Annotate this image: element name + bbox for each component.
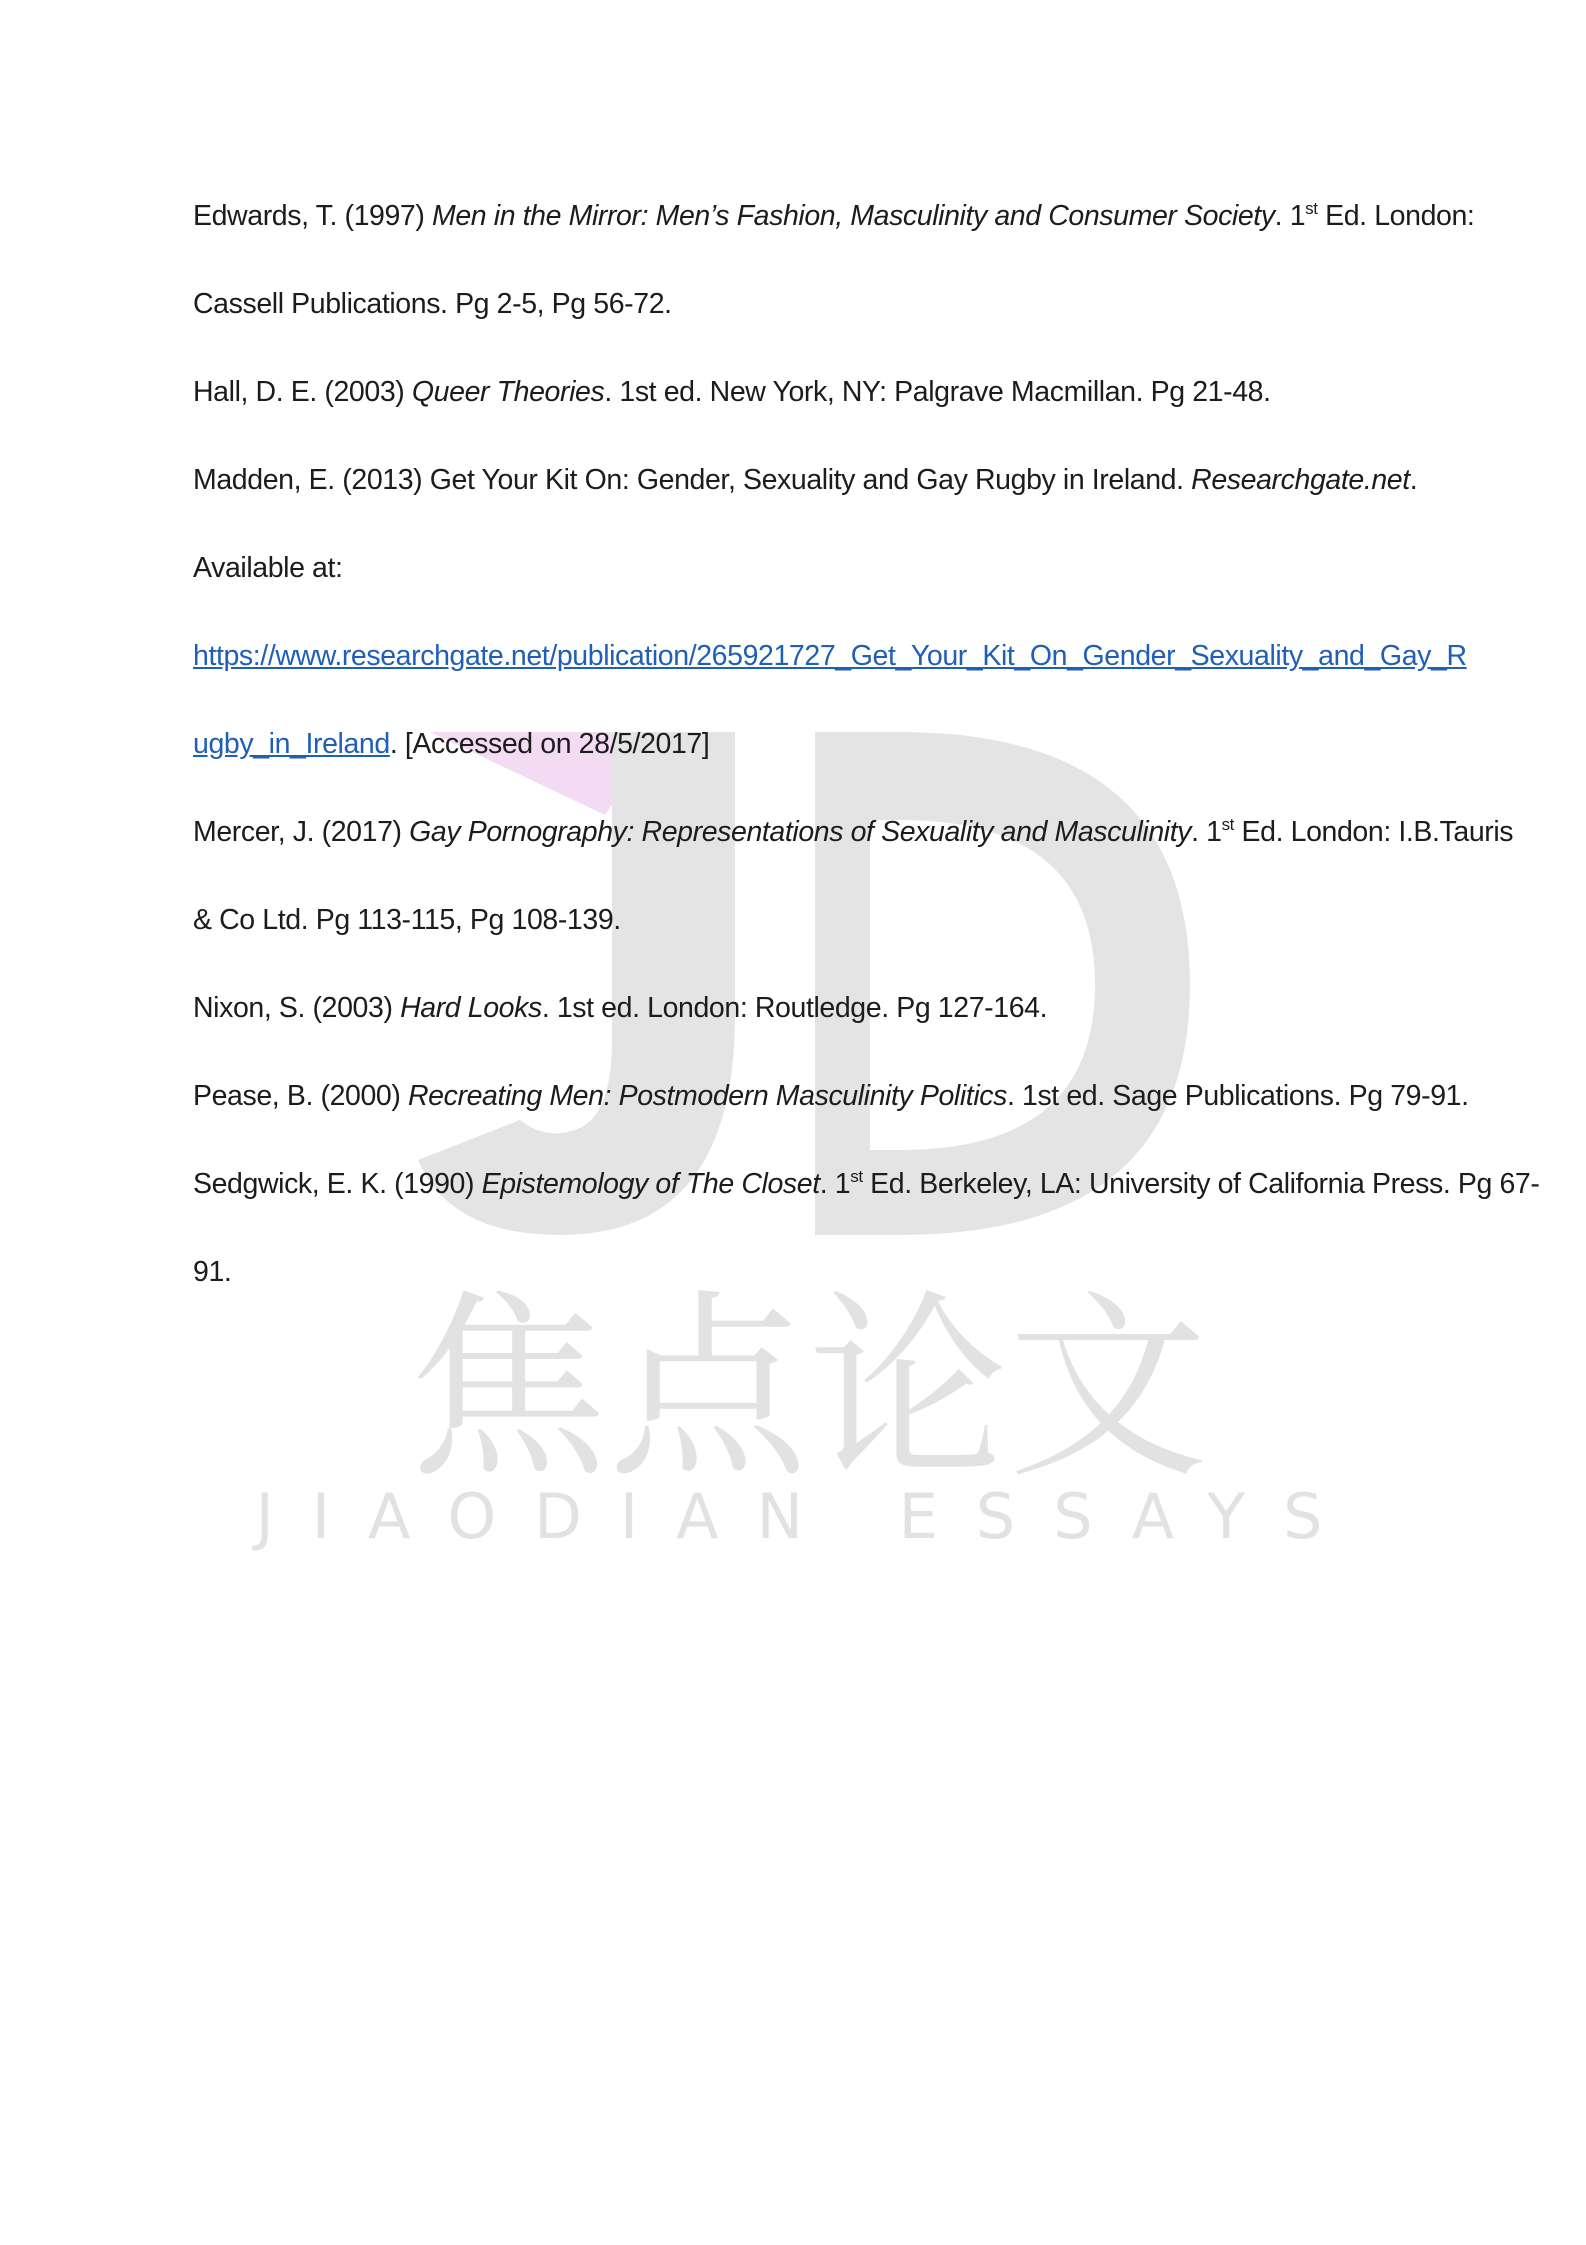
reference-text: Ed. London: bbox=[1317, 200, 1475, 232]
reference-line bbox=[193, 1068, 1469, 1134]
reference-author: Mercer, J. (2017) bbox=[193, 816, 410, 848]
reference-text: . bbox=[1409, 464, 1418, 496]
reference-text: . 1st ed. New York, NY: Palgrave Macmillan. Pg 21-48. bbox=[604, 376, 1271, 408]
reference-title: Epistemology of The Closet bbox=[481, 1168, 820, 1200]
reference-url-link-continued[interactable]: ugby_in_Ireland bbox=[193, 728, 390, 760]
reference-author: Nixon, S. (2003) bbox=[193, 992, 401, 1024]
reference-author: Edwards, T. (1997) bbox=[193, 200, 432, 232]
reference-text: . 1 bbox=[819, 1168, 851, 1200]
reference-line bbox=[193, 804, 1514, 892]
reference-author: Hall, D. E. (2003) bbox=[193, 376, 412, 408]
reference-text: Ed. London: I.B.Tauris bbox=[1234, 816, 1514, 848]
reference-line bbox=[193, 1156, 1540, 1244]
reference-author: Sedgwick, E. K. (1990) bbox=[193, 1168, 482, 1200]
accessed-date: . [Accessed on 28/5/2017] bbox=[389, 728, 710, 760]
reference-line bbox=[193, 628, 1467, 716]
reference-text: . 1 bbox=[1191, 816, 1222, 848]
reference-nixon bbox=[193, 980, 1403, 1046]
reference-madden bbox=[193, 452, 1467, 782]
reference-line bbox=[193, 716, 1403, 782]
reference-title: Men in the Mirror: Men’s Fashion, Masculinity and Consumer Society bbox=[432, 200, 1275, 232]
reference-title: Hard Looks bbox=[400, 992, 542, 1024]
reference-author: Pease, B. (2000) bbox=[193, 1080, 408, 1112]
reference-line bbox=[193, 364, 1403, 430]
watermark-chinese: 焦点论文 bbox=[407, 1273, 1209, 1506]
reference-line bbox=[193, 892, 1403, 958]
reference-text: . 1st ed. London: Routledge. Pg 127-164. bbox=[541, 992, 1048, 1024]
reference-title: Recreating Men: Postmodern Masculinity Politics bbox=[408, 1080, 1007, 1112]
reference-text: . 1st ed. Sage Publications. Pg 79-91. bbox=[1006, 1080, 1469, 1112]
reference-edwards bbox=[193, 188, 1475, 342]
reference-text: 91. bbox=[193, 1256, 232, 1288]
available-at-label: Available at: bbox=[193, 552, 343, 584]
reference-line bbox=[193, 188, 1475, 276]
reference-url-link[interactable]: https://www.researchgate.net/publication/265921727_Get_Your_Kit_On_Gender_Sexuality_and_Gay_R bbox=[193, 640, 1467, 672]
reference-title: Gay Pornography: Representations of Sexuality and Masculinity bbox=[409, 816, 1192, 848]
watermark-latin: JIAODIAN ESSAYS bbox=[255, 1480, 1361, 1553]
reference-pease bbox=[193, 1068, 1469, 1134]
reference-list bbox=[193, 188, 1540, 1332]
reference-line bbox=[193, 1244, 1403, 1310]
reference-line bbox=[193, 540, 1403, 628]
reference-mercer bbox=[193, 804, 1514, 958]
reference-sedgwick bbox=[193, 1156, 1540, 1310]
reference-text: & Co Ltd. Pg 113-115, Pg 108-139. bbox=[193, 904, 621, 936]
ordinal-suffix: st bbox=[850, 1167, 863, 1186]
reference-text: . 1 bbox=[1274, 200, 1306, 232]
reference-line bbox=[193, 980, 1403, 1046]
ordinal-suffix: st bbox=[1221, 815, 1235, 834]
reference-line bbox=[193, 452, 1418, 540]
reference-line bbox=[193, 276, 1403, 342]
reference-text: Ed. Berkeley, LA: University of California Press. Pg 67- bbox=[862, 1168, 1540, 1200]
reference-title: Queer Theories bbox=[411, 376, 605, 408]
ordinal-suffix: st bbox=[1305, 199, 1318, 218]
reference-author: Madden, E. (2013) Get Your Kit On: Gender, Sexuality and Gay Rugby in Ireland. bbox=[193, 464, 1192, 496]
reference-text: Cassell Publications. Pg 2-5, Pg 56-72. bbox=[193, 288, 672, 320]
reference-title: Researchgate.net bbox=[1191, 464, 1410, 496]
reference-hall bbox=[193, 364, 1403, 430]
